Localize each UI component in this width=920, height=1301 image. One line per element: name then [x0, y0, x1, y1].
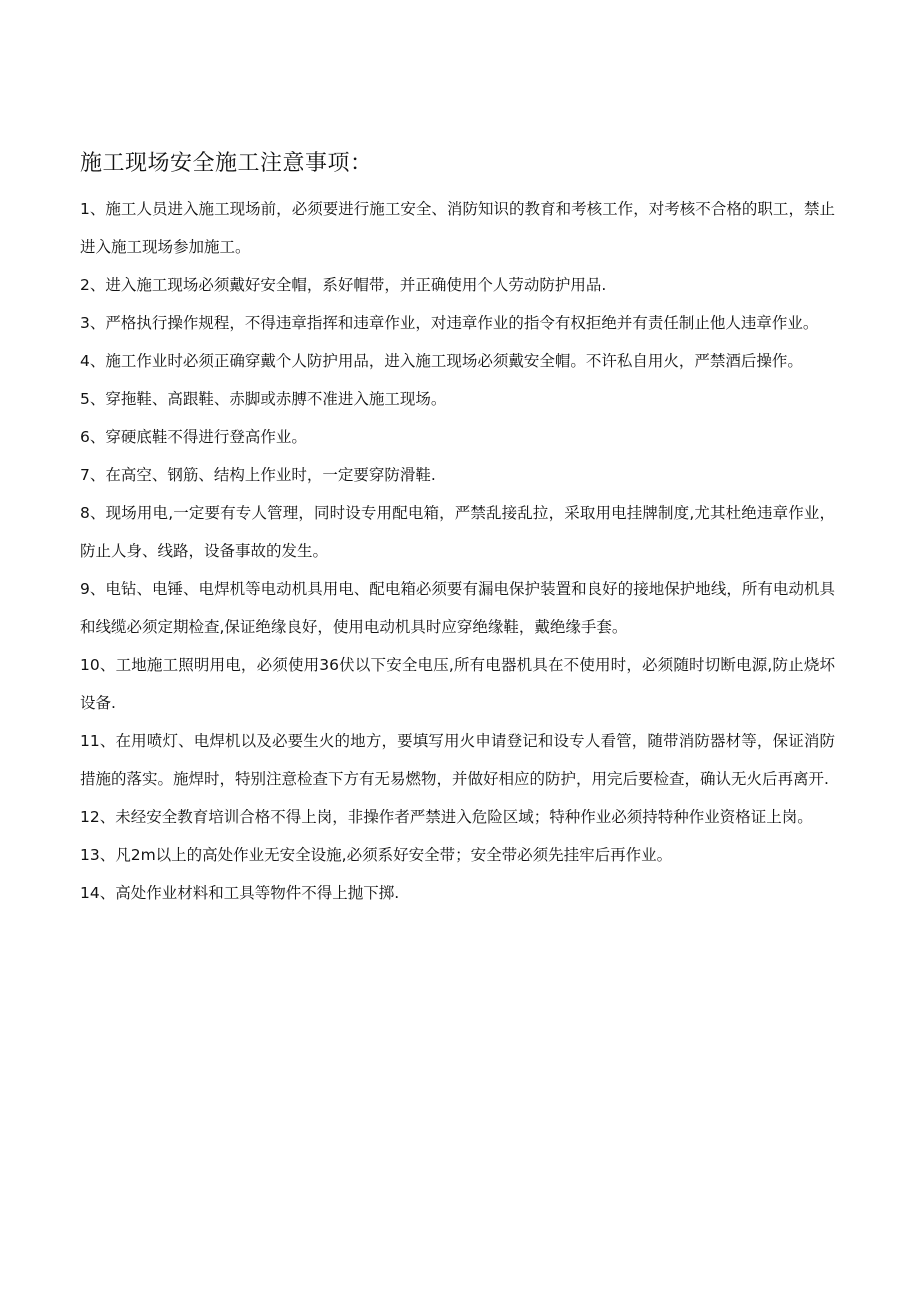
list-item-12: 12、未经安全教育培训合格不得上岗，非操作者严禁进入危险区域；特种作业必须持特种作业资格证上岗。	[80, 808, 813, 826]
document-title: 施工现场安全施工注意事项：	[80, 151, 373, 176]
list-item-13: 13、凡2m以上的高处作业无安全设施,必须系好安全带；安全带必须先挂牢后再作业。	[80, 846, 673, 864]
list-item-1: 1、施工人员进入施工现场前，必须要进行施工安全、消防知识的教育和考核工作，对考核不合格的职工，禁止进入施工现场参加施工。	[80, 200, 835, 256]
list-item-9: 9、电钻、电锤、电焊机等电动机具用电、配电箱必须要有漏电保护装置和良好的接地保护地线，所有电动机具和线缆必须定期检查,保证绝缘良好，使用电动机具时应穿绝缘鞋，戴绝缘手套。	[80, 580, 835, 636]
safety-rules-list	[80, 190, 835, 912]
list-item-14: 14、高处作业材料和工具等物件不得上抛下掷.	[80, 884, 400, 902]
list-item-8: 8、现场用电,一定要有专人管理，同时设专用配电箱，严禁乱接乱拉，采取用电挂牌制度,尤其杜绝违章作业，防止人身、线路，设备事故的发生。	[80, 504, 835, 560]
list-item-5: 5、穿拖鞋、高跟鞋、赤脚或赤膊不准进入施工现场。	[80, 390, 447, 408]
list-item-4: 4、施工作业时必须正确穿戴个人防护用品，进入施工现场必须戴安全帽。不许私自用火，严禁酒后操作。	[80, 352, 803, 370]
list-item-6: 6、穿硬底鞋不得进行登高作业。	[80, 428, 307, 446]
list-item-2: 2、进入施工现场必须戴好安全帽，系好帽带，并正确使用个人劳动防护用品.	[80, 276, 607, 294]
list-item-3: 3、严格执行操作规程，不得违章指挥和违章作业，对违章作业的指令有权拒绝并有责任制止他人违章作业。	[80, 314, 819, 332]
list-item-11: 11、在用喷灯、电焊机以及必要生火的地方，要填写用火申请登记和设专人看管，随带消防器材等，保证消防措施的落实。施焊时，特别注意检查下方有无易燃物，并做好相应的防护，用完后要检查，确认无火后再离开.	[80, 732, 835, 788]
list-item-7: 7、在高空、钢筋、结构上作业时，一定要穿防滑鞋.	[80, 466, 436, 484]
document-page	[80, 150, 835, 912]
list-item-10: 10、工地施工照明用电，必须使用36伏以下安全电压,所有电器机具在不使用时，必须随时切断电源,防止烧坏设备.	[80, 656, 835, 712]
